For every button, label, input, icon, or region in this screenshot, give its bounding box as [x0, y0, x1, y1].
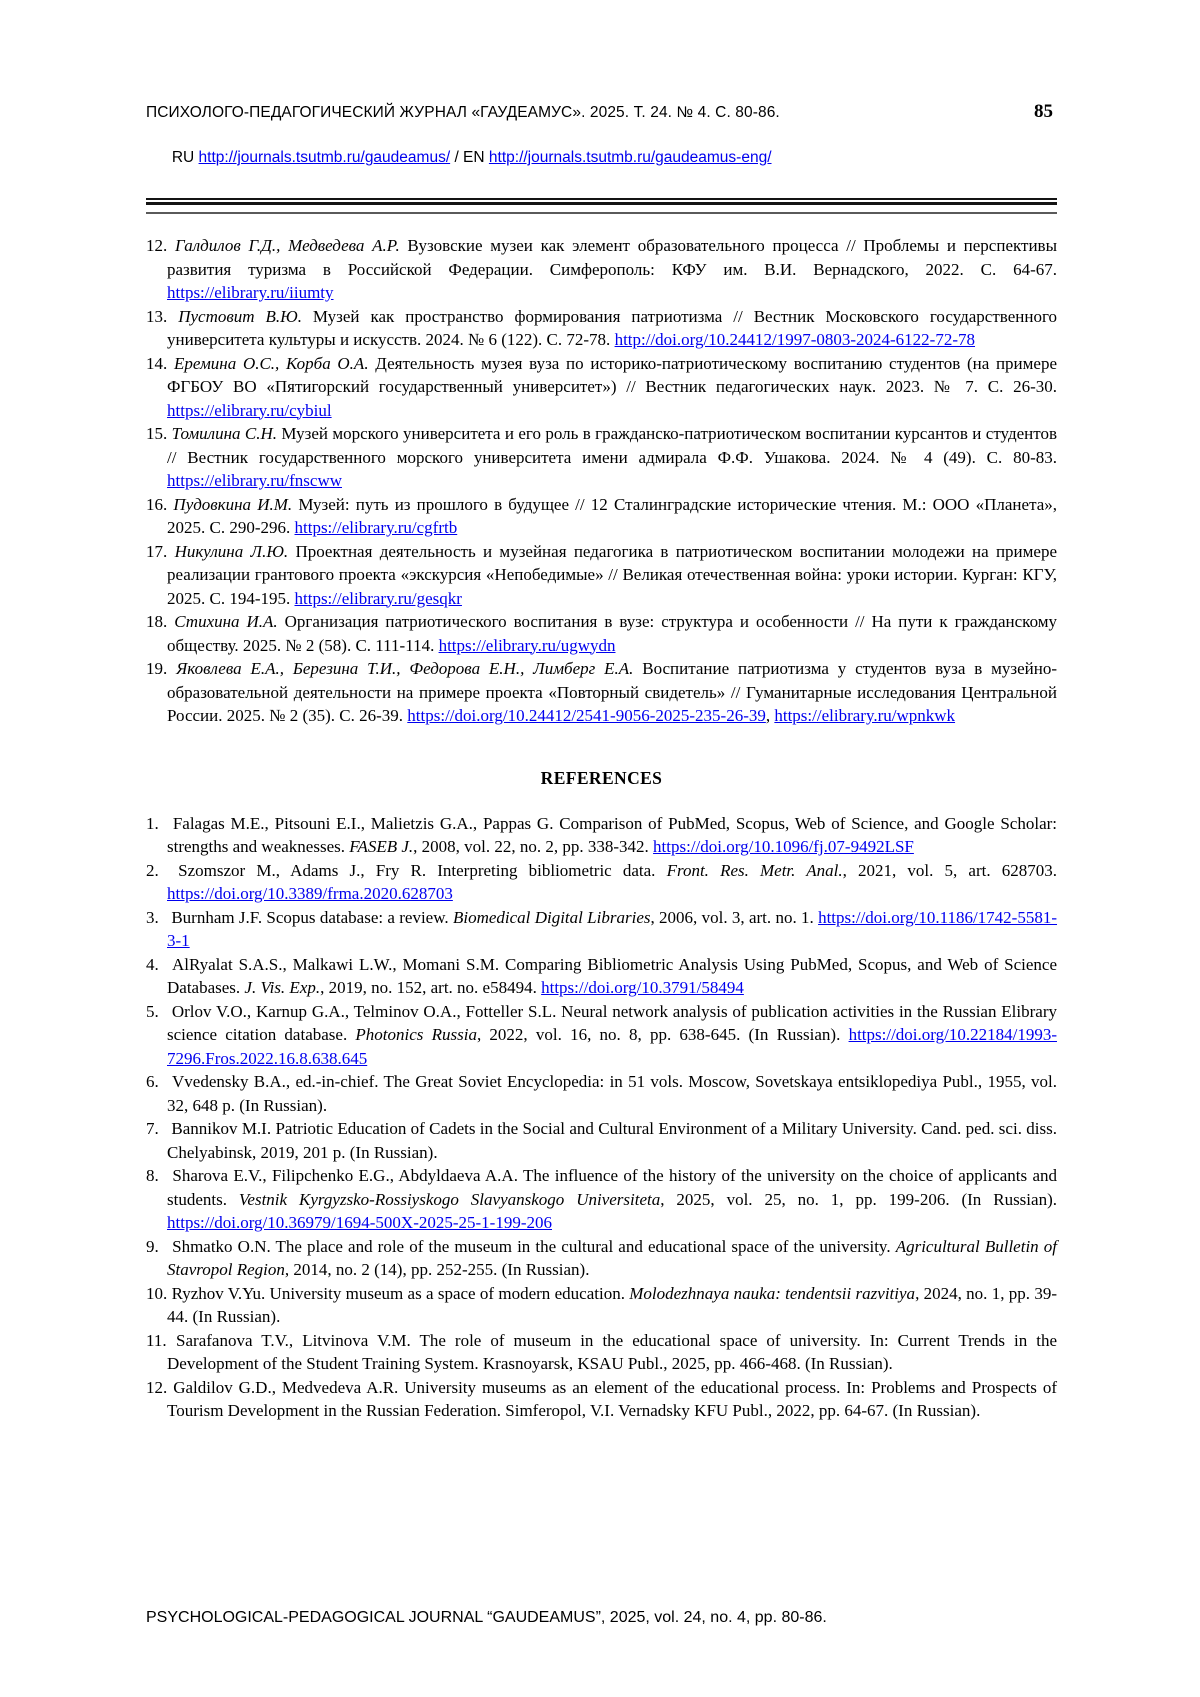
- reference-item: [146, 493, 1057, 540]
- page-footer: PSYCHOLOGICAL-PEDAGOGICAL JOURNAL “GAUDEAMUS”, 2025, vol. 24, no. 4, pp. 80-86.: [146, 1609, 827, 1626]
- reference-item: [146, 1164, 1057, 1235]
- reference-number: 13.: [146, 306, 168, 326]
- reference-italic-text: Vestnik Kyrgyzsko-Rossiyskogo Slavyanskogo Universiteta: [238, 1189, 661, 1209]
- divider-rule-thin: [146, 198, 1057, 200]
- reference-text: Orlov V.O., Karnup G.A., Telminov O.A., Fotteller S.L. Neural network analysis of publication activities in the Russian Elibrary science citation database.: [167, 1001, 1057, 1044]
- divider-rule-gray: [146, 212, 1057, 214]
- reference-italic-text: Еремина О.С., Корба О.А.: [173, 353, 369, 373]
- reference-italic-text: Никулина Л.Ю.: [174, 541, 289, 561]
- reference-item: [146, 953, 1057, 1000]
- reference-text: Shmatko O.N. The place and role of the museum in the cultural and educational space of the university.: [172, 1236, 896, 1256]
- reference-text: Деятельность музея вуза по историко-патриотическому воспитанию студентов (на примере ФГБОУ ВО «Пятигорский государственный университет») // Вестник педагогических наук. 2023. № 7. С. 26-30.: [167, 353, 1057, 396]
- reference-text: Вузовские музеи как элемент образовательного процесса // Проблемы и перспективы развития туризма в Российской Федерации. Симферополь: КФУ им. В.И. Вернадского, 2022. С. 64-67.: [167, 236, 1058, 279]
- reference-text: Организация патриотического воспитания в вузе: структура и особенности // На пути к гражданскому обществу. 2025. № 2 (58). С. 111-114.: [167, 612, 1057, 655]
- reference-text: Bannikov M.I. Patriotic Education of Cadets in the Social and Cultural Environment of a Military University. Cand. ped. sci. diss. Chelyabinsk, 2019, 201 p. (In Russian).: [167, 1119, 1057, 1162]
- reference-link[interactable]: http://doi.org/10.24412/1997-0803-2024-6122-72-78: [614, 330, 976, 349]
- reference-text: Sharova E.V., Filipchenko E.G., Abdyldaeva A.A. The influence of the history of the university on the choice of applicants and students.: [167, 1166, 1058, 1209]
- reference-number: 14.: [146, 353, 168, 373]
- reference-number: 12.: [146, 236, 168, 255]
- page-number: 85: [1034, 101, 1053, 122]
- reference-text: Музей морского университета и его роль в гражданско-патриотическом воспитании курсантов и студентов // Вестник государственного морского университета имени адмирала Ф.Ф. Ушакова. 2024. № 4 (49). С. 80-83.: [167, 424, 1057, 467]
- reference-item: [146, 1235, 1057, 1282]
- reference-italic-text: Стихина И.А.: [174, 612, 278, 631]
- reference-italic-text: Biomedical Digital Libraries: [452, 907, 651, 927]
- reference-number: 4.: [146, 954, 159, 974]
- reference-item: [146, 1117, 1057, 1164]
- reference-number: 12.: [146, 1377, 168, 1397]
- reference-italic-text: Пудовкина И.М.: [173, 494, 293, 514]
- journal-title-line: ПСИХОЛОГО-ПЕДАГОГИЧЕСКИЙ ЖУРНАЛ «ГАУДЕАМУС». 2025. Т. 24. № 4. С. 80-86.: [146, 104, 780, 121]
- reference-number: 9.: [146, 1236, 159, 1256]
- reference-number: 2.: [146, 860, 159, 880]
- reference-text: , 2019, no. 152, art. no. e58494.: [320, 978, 542, 997]
- en-journal-link[interactable]: http://journals.tsutmb.ru/gaudeamus-eng/: [488, 149, 772, 166]
- reference-link[interactable]: https://elibrary.ru/wpnkwk: [774, 706, 956, 725]
- reference-link[interactable]: https://doi.org/10.1096/fj.07-9492LSF: [653, 837, 914, 856]
- reference-number: 5.: [146, 1001, 159, 1021]
- reference-italic-text: FASEB J.: [349, 837, 414, 856]
- reference-item: [146, 812, 1057, 859]
- url-separator: / EN: [450, 149, 489, 166]
- reference-item: [146, 234, 1057, 305]
- reference-text: AlRyalat S.A.S., Malkawi L.W., Momani S.M. Comparing Bibliometric Analysis Using PubMed, Scopus, and Web of Science Databases.: [167, 954, 1057, 997]
- reference-text: Vvedensky B.A., ed.-in-chief. The Great Soviet Encyclopedia: in 51 vols. Moscow, Sovetskaya entsiklopediya Publ., 1955, vol. 32, 648 p. (In Russian).: [167, 1072, 1057, 1115]
- reference-link[interactable]: https://doi.org/10.3389/frma.2020.628703: [167, 884, 453, 903]
- reference-text: Музей как пространство формирования патриотизма // Вестник Московского государственного университета культуры и искусств. 2024. № 6 (122). С. 72-78.: [167, 306, 1057, 349]
- reference-item: [146, 906, 1057, 953]
- reference-number: 11.: [146, 1330, 167, 1350]
- references-heading: REFERENCES: [540, 767, 663, 788]
- reference-text: Falagas M.E., Pitsouni E.I., Malietzis G.A., Pappas G. Comparison of PubMed, Scopus, Web of Science, and Google Scholar: strengths and weaknesses.: [167, 813, 1057, 856]
- reference-link[interactable]: https://elibrary.ru/ugwydn: [438, 635, 616, 655]
- ru-journal-link[interactable]: http://journals.tsutmb.ru/gaudeamus/: [198, 149, 451, 166]
- reference-number: 15.: [146, 424, 168, 443]
- header-divider-rules: [146, 198, 1057, 214]
- references-en-list: [146, 812, 1057, 1423]
- reference-text: Burnham J.F. Scopus database: a review.: [171, 907, 453, 927]
- page-header: [146, 102, 1057, 214]
- reference-italic-text: Molodezhnaya nauka: tendentsii razvitiya: [629, 1283, 916, 1303]
- reference-text: Ryzhov V.Yu. University museum as a space of modern education.: [171, 1283, 630, 1303]
- reference-item: [146, 1329, 1057, 1376]
- reference-link[interactable]: https://elibrary.ru/iiumty: [167, 283, 334, 302]
- reference-number: 8.: [146, 1166, 159, 1185]
- reference-number: 6.: [146, 1072, 159, 1091]
- reference-item: [146, 1070, 1057, 1117]
- reference-text: ,: [765, 706, 775, 725]
- reference-text: , 2008, vol. 22, no. 2, pp. 338-342.: [413, 837, 654, 856]
- reference-link[interactable]: https://elibrary.ru/cybiul: [167, 400, 332, 420]
- reference-text: , 2014, no. 2 (14), pp. 252-255. (In Russian).: [284, 1260, 590, 1279]
- reference-item: [146, 1376, 1057, 1423]
- reference-italic-text: Яковлева Е.А., Березина Т.И., Федорова Е.Н., Лимберг Е.А.: [176, 659, 634, 678]
- journal-url-line: [146, 128, 1057, 188]
- reference-item: [146, 422, 1057, 493]
- reference-italic-text: Photonics Russia: [355, 1025, 477, 1044]
- reference-link[interactable]: https://doi.org/10.1186/1742-5581-3-1: [167, 907, 1058, 950]
- divider-rule-thick: [146, 202, 1057, 205]
- reference-link[interactable]: https://doi.org/10.36979/1694-500X-2025-25-1-199-206: [167, 1213, 552, 1232]
- reference-text: Проектная деятельность и музейная педагогика в патриотическом воспитании молодежи на примере реализации грантового проекта «экскурсия «Непобедимые» // Великая отечественная война: уроки истории. Курган: КГУ, 2025. С. 194-195.: [167, 541, 1057, 608]
- references-ru-list: [146, 234, 1057, 728]
- reference-number: 17.: [146, 541, 168, 561]
- page-body: [146, 234, 1057, 1423]
- reference-italic-text: Agricultural Bulletin of Stavropol Region: [167, 1236, 1058, 1279]
- reference-number: 10.: [146, 1283, 168, 1303]
- reference-number: 18.: [146, 612, 168, 631]
- reference-link[interactable]: https://elibrary.ru/fnscww: [167, 471, 342, 490]
- reference-italic-text: Front. Res. Metr. Anal.: [666, 860, 843, 880]
- reference-italic-text: Томилина С.Н.: [171, 424, 278, 443]
- reference-item: [146, 1282, 1057, 1329]
- reference-text: , 2006, vol. 3, art. no. 1.: [650, 907, 819, 927]
- reference-text: Музей: путь из прошлого в будущее // 12 Сталинградские исторические чтения. М.: ООО «Планета», 2025. С. 290-296.: [167, 494, 1058, 537]
- reference-item: [146, 859, 1057, 906]
- reference-italic-text: Галдилов Г.Д., Медведева А.Р.: [174, 236, 400, 255]
- reference-item: [146, 1000, 1057, 1071]
- reference-number: 7.: [146, 1119, 159, 1138]
- reference-item: [146, 540, 1057, 611]
- reference-item: [146, 610, 1057, 657]
- reference-link[interactable]: https://doi.org/10.24412/2541-9056-2025-235-26-39: [407, 706, 766, 725]
- reference-item: [146, 657, 1057, 728]
- reference-text: Szomszor M., Adams J., Fry R. Interpreting bibliometric data.: [178, 860, 667, 880]
- reference-link[interactable]: https://doi.org/10.22184/1993-7296.Fros.2022.16.8.638.645: [167, 1025, 1057, 1068]
- reference-text: Sarafanova T.V., Litvinova V.M. The role of museum in the educational space of university. In: Current Trends in the Development of the Student Training System. Krasnoyarsk, KSAU Publ., 2025, pp. 466-468. (In Russian).: [167, 1330, 1057, 1373]
- ru-label: RU: [171, 149, 199, 166]
- reference-number: 1.: [146, 813, 159, 833]
- reference-number: 19.: [146, 659, 168, 678]
- reference-text: Galdilov G.D., Medvedeva A.R. University museums as an element of the educational process. In: Problems and Prospects of Tourism Development in the Russian Federation. Simferopol, V.I. Vernadsky KFU Publ., 2022, pp. 64-67. (In Russian).: [167, 1377, 1058, 1420]
- reference-italic-text: J. Vis. Exp.: [244, 978, 321, 997]
- reference-link[interactable]: https://elibrary.ru/gesqkr: [294, 588, 462, 608]
- reference-text: Воспитание патриотизма у студентов вуза в музейно-образовательной деятельности на примере проекта «Повторный свидетель» // Гуманитарные исследования Центральной России. 2025. № 2 (35). С. 26-39.: [167, 659, 1057, 725]
- reference-italic-text: Пустовит В.Ю.: [178, 306, 302, 326]
- reference-link[interactable]: https://doi.org/10.3791/58494: [541, 978, 744, 997]
- reference-item: [146, 352, 1057, 423]
- reference-item: [146, 305, 1057, 352]
- reference-number: 3.: [146, 907, 159, 927]
- reference-text: , 2021, vol. 5, art. 628703.: [842, 860, 1058, 880]
- reference-number: 16.: [146, 494, 168, 514]
- reference-text: , 2022, vol. 16, no. 8, pp. 638-645. (In Russian).: [476, 1025, 849, 1044]
- reference-text: , 2024, no. 1, pp. 39-44. (In Russian).: [167, 1283, 1057, 1326]
- reference-link[interactable]: https://elibrary.ru/cgfrtb: [294, 518, 458, 537]
- reference-text: , 2025, vol. 25, no. 1, pp. 199-206. (In Russian).: [660, 1189, 1057, 1209]
